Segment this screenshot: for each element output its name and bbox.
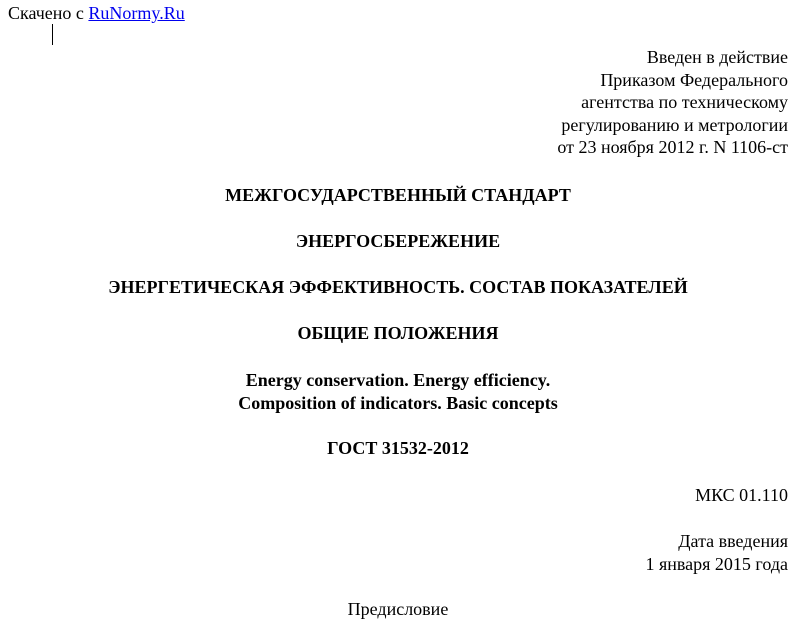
topic-heading: ЭНЕРГОСБЕРЕЖЕНИЕ <box>295 231 501 251</box>
approval-line: от 23 ноября 2012 г. N 1106-ст <box>557 137 788 157</box>
mks-code: МКС 01.110 <box>695 485 788 505</box>
introduction-date-value: 1 января 2015 года <box>645 554 788 574</box>
approval-line: Введен в действие <box>646 47 788 67</box>
approval-line: Приказом Федерального <box>600 69 788 90</box>
introduction-date-block <box>645 530 788 576</box>
english-title-line-2: Composition of indicators. Basic concepts <box>238 393 558 413</box>
source-link[interactable]: RuNormy.Ru <box>88 3 185 23</box>
source-line <box>8 3 185 24</box>
approval-line: регулированию и метрологии <box>561 114 788 135</box>
standard-designation: ГОСТ 31532-2012 <box>327 438 469 458</box>
standard-type-heading: МЕЖГОСУДАРСТВЕННЫЙ СТАНДАРТ <box>225 185 571 205</box>
document-subtitle: ОБЩИЕ ПОЛОЖЕНИЯ <box>297 323 499 343</box>
approval-block <box>557 46 788 159</box>
text-cursor <box>52 24 53 45</box>
introduction-date-label: Дата введения <box>678 531 788 551</box>
document-title: ЭНЕРГЕТИЧЕСКАЯ ЭФФЕКТИВНОСТЬ. СОСТАВ ПОКАЗАТЕЛЕЙ <box>108 277 688 297</box>
english-title-line-1: Energy conservation. Energy efficiency. <box>245 370 551 390</box>
preface-heading: Предисловие <box>347 599 449 619</box>
source-prefix: Скачено с <box>8 3 89 23</box>
english-title <box>0 369 794 415</box>
approval-line: агентства по техническому <box>581 92 788 112</box>
